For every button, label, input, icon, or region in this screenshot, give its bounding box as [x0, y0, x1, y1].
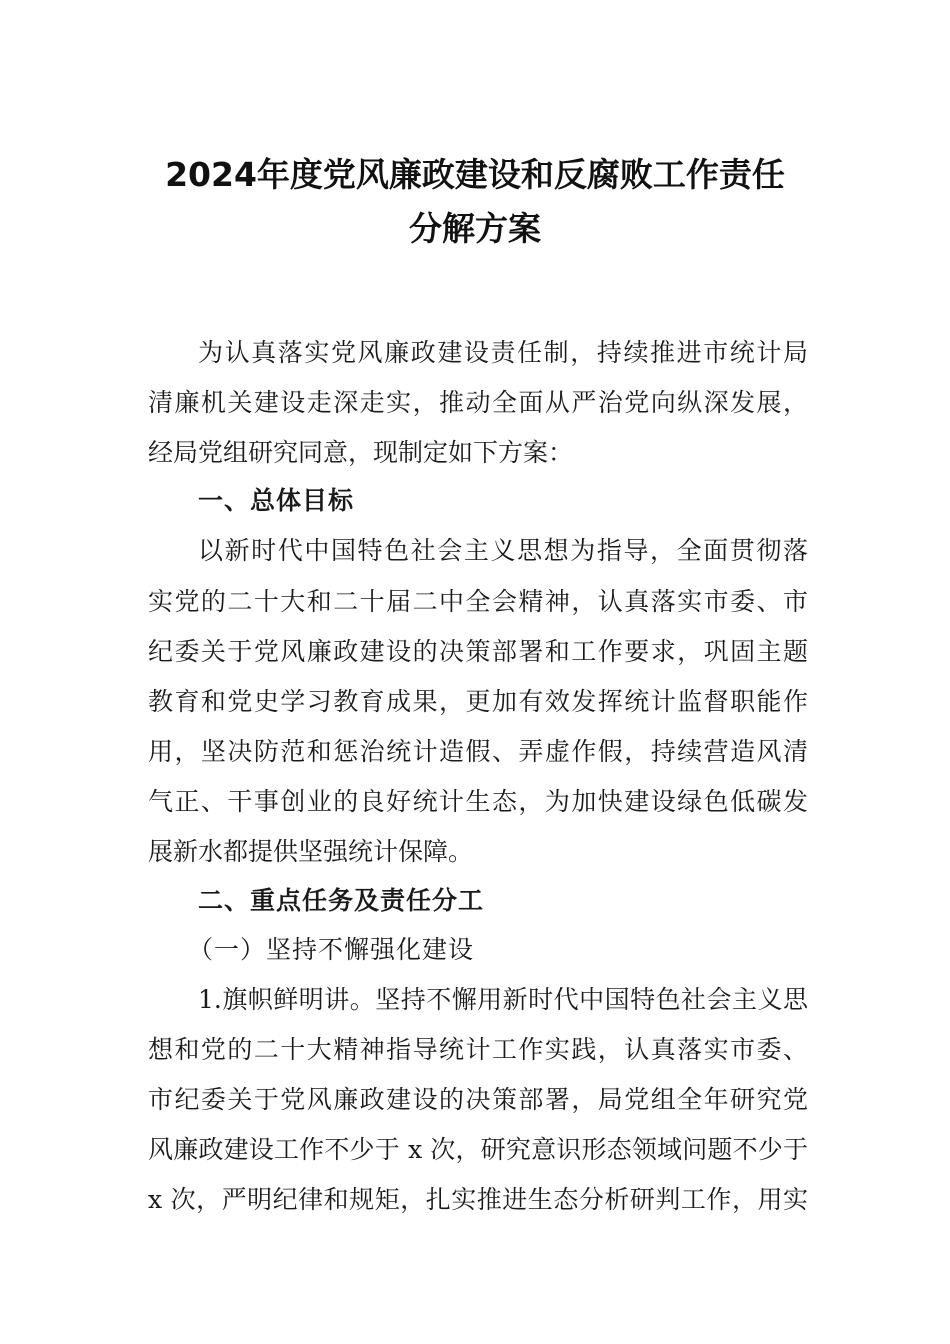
- section-2-heading: 二、重点任务及责任分工: [198, 886, 485, 915]
- document-title-line-2: 分解方案: [409, 209, 541, 248]
- section-1-line-6: 气正、干事创业的良好统计生态，为加快建设绿色低碳发: [148, 787, 808, 816]
- section-1-heading: 一、总体目标: [198, 486, 355, 515]
- item-1-line-4: 风廉政建设工作不少于 x 次，研究意识形态领域问题不少于: [148, 1135, 808, 1164]
- subsection-1-heading: （一）坚持不懈强化建设: [188, 935, 475, 964]
- intro-line-3: 经局党组研究同意，现制定如下方案：: [148, 438, 574, 467]
- section-1-line-1: 以新时代中国特色社会主义思想为指导，全面贯彻落: [198, 536, 808, 565]
- item-1-line-2: 想和党的二十大精神指导统计工作实践，认真落实市委、: [148, 1035, 808, 1064]
- document-title-line-1: 2024年度党风廉政建设和反腐败工作责任: [165, 155, 785, 194]
- section-1-line-7: 展新水都提供坚强统计保障。: [148, 837, 474, 866]
- item-1-line-3: 市纪委关于党风廉政建设的决策部署，局党组全年研究党: [148, 1085, 808, 1114]
- section-1-line-4: 教育和党史学习教育成果，更加有效发挥统计监督职能作: [148, 687, 808, 716]
- intro-line-1: 为认真落实党风廉政建设责任制，持续推进市统计局: [198, 338, 808, 367]
- section-1-line-5: 用，坚决防范和惩治统计造假、弄虚作假，持续营造风清: [148, 737, 808, 766]
- item-1-line-5: x 次，严明纪律和规矩，扎实推进生态分析研判工作，用实: [148, 1185, 808, 1214]
- intro-line-2: 清廉机关建设走深走实，推动全面从严治党向纵深发展，: [148, 388, 808, 417]
- section-1-line-3: 纪委关于党风廉政建设的决策部署和工作要求，巩固主题: [148, 637, 808, 666]
- section-1-line-2: 实党的二十大和二十届二中全会精神，认真落实市委、市: [148, 587, 808, 616]
- item-1-line-1: 1.旗帜鲜明讲。坚持不懈用新时代中国特色社会主义思: [198, 985, 808, 1014]
